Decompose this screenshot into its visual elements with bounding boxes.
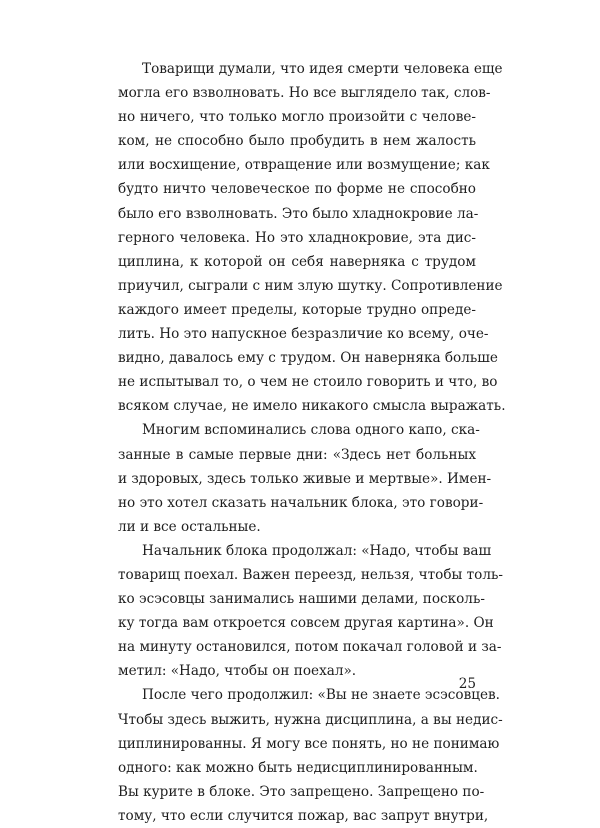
text-line: товарищ поехал. Важен переезд, нельзя, чтобы толь- xyxy=(118,566,503,583)
paragraph xyxy=(118,418,492,538)
text-line: ко эсэсовцы занимались нашими делами, посколь- xyxy=(118,591,485,608)
text-line: видно, давалось ему с трудом. Он наверняка больше xyxy=(118,350,498,367)
text-line: и здоровых, здесь только живые и мертвые». Имен- xyxy=(118,470,492,487)
text-line: Товарищи думали, что идея смерти человека еще xyxy=(142,61,503,77)
text-line: ку тогда вам откроется совсем другая картина». Он xyxy=(118,615,494,632)
text-line: было его взволновать. Это было хладнокровие ла- xyxy=(118,205,479,222)
text-line: каждого имеет пределы, которые трудно опреде- xyxy=(118,301,476,318)
text-line: лить. Но это напускное безразличие ко всему, оче- xyxy=(118,326,489,343)
text-line: циплина, к которой он себя наверняка с трудом xyxy=(118,253,476,270)
text-line: но это хотел сказать начальник блока, это говори- xyxy=(118,494,484,511)
paragraph xyxy=(118,57,506,418)
text-line: Чтобы здесь выжить, нужна дисциплина, а вы недис- xyxy=(118,711,503,728)
paragraph xyxy=(118,683,503,828)
text-line: будто ничто человеческое по форме не способно xyxy=(118,181,476,198)
text-line: не испытывал то, о чем не стоило говорить и что, во xyxy=(118,374,498,391)
text-line: циплинированны. Я могу все понять, но не понимаю xyxy=(118,735,500,752)
text-line: Многим вспоминались слова одного капо, ска- xyxy=(142,422,480,439)
text-line: одного: как можно быть недисциплинированным. xyxy=(118,759,478,776)
text-line: всяком случае, не имело никакого смысла выражать. xyxy=(118,398,506,415)
text-line: тому, что если случится пожар, вас запрут внутри, xyxy=(118,807,489,824)
text-line: на минуту остановился, потом покачал головой и за- xyxy=(118,639,502,656)
text-line: но ничего, что только могло произойти с челове- xyxy=(118,109,476,126)
text-line: После чего продолжил: «Вы не знаете эсэсовцев. xyxy=(142,687,500,704)
text-line: Вы курите в блоке. Это запрещено. Запрещено по- xyxy=(118,783,485,800)
text-line: могла его взволновать. Но все выглядело так, слов- xyxy=(118,85,491,102)
text-line: метил: «Надо, чтобы он поехал». xyxy=(118,663,357,680)
text-line: ли и все остальные. xyxy=(118,518,261,535)
text-line: занные в самые первые дни: «Здесь нет больных xyxy=(118,446,476,463)
text-line: герного человека. Но это хладнокровие, эта дис- xyxy=(118,229,476,246)
text-line: Начальник блока продолжал: «Надо, чтобы ваш xyxy=(142,542,492,559)
text-line: приучил, сыграли с ним злую шутку. Сопротивление xyxy=(118,277,503,294)
page-number: 25 xyxy=(458,676,476,692)
text-line: ком, не способно было пробудить в нем жалость xyxy=(118,133,476,150)
body-text xyxy=(118,57,506,828)
text-line: или восхищение, отвращение или возмущение; как xyxy=(118,157,490,174)
paragraph xyxy=(118,539,503,684)
